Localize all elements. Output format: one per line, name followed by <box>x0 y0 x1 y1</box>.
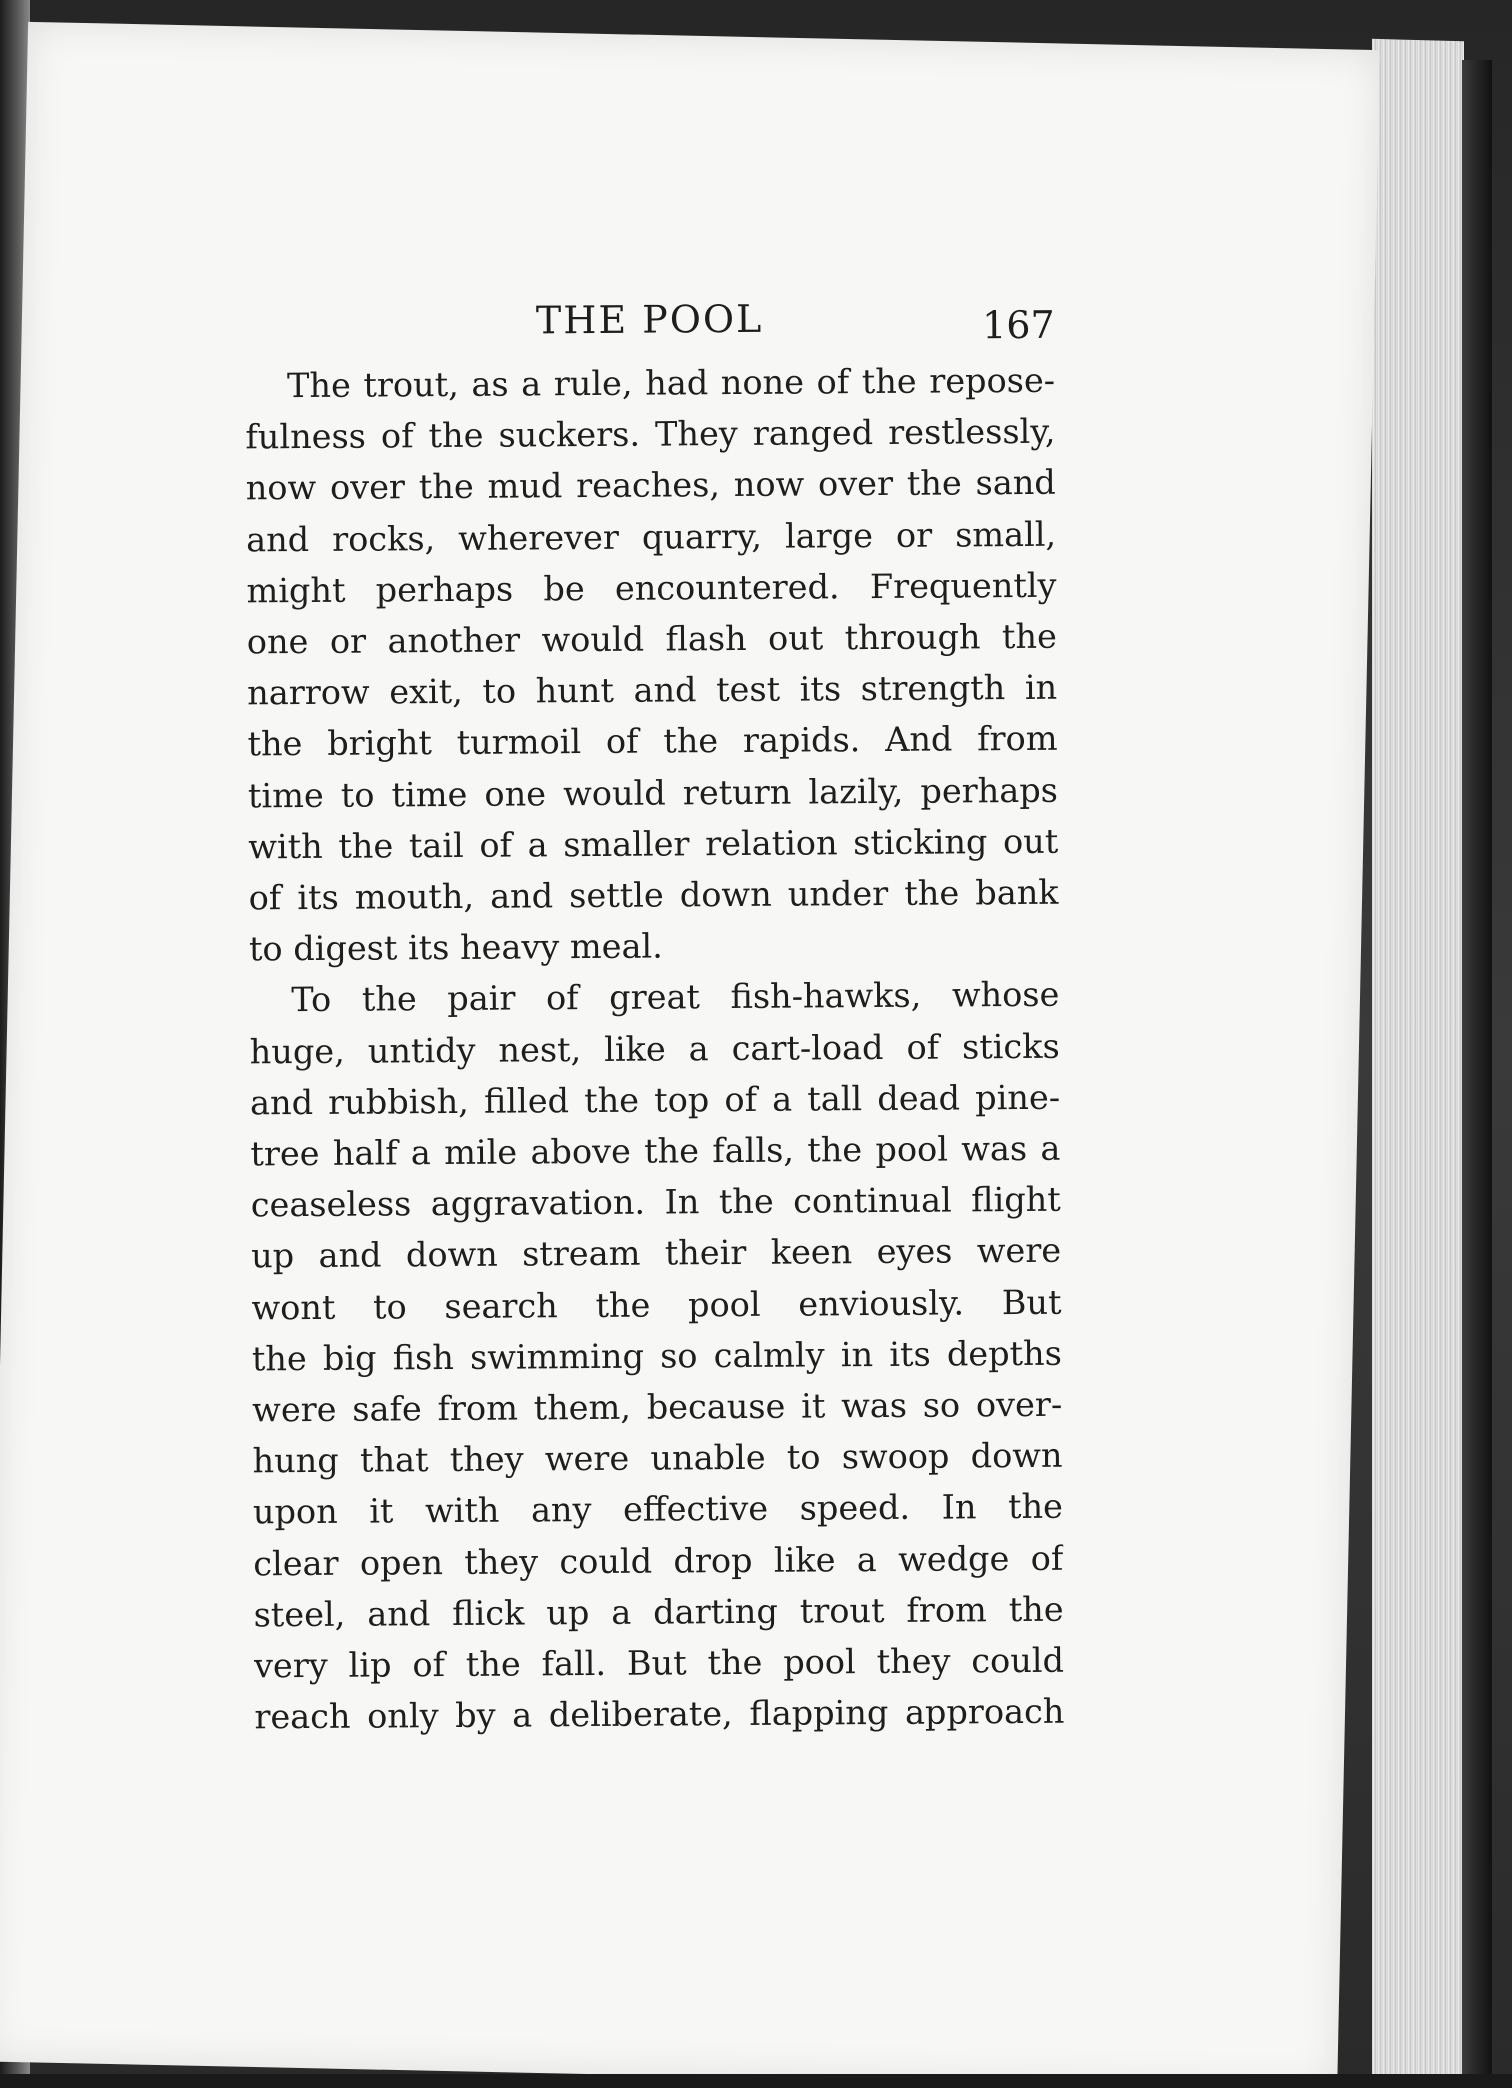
text-line: up and down stream their keen eyes were <box>251 1231 1062 1276</box>
text-block <box>244 291 1064 1743</box>
body-text <box>245 355 1065 1743</box>
bottom-edge <box>0 2074 1512 2088</box>
text-line: hung that they were unable to swoop down <box>252 1436 1063 1481</box>
text-line: were safe from them, because it was so over- <box>252 1384 1063 1430</box>
text-line: reach only by a deliberate, flapping approach <box>254 1692 1065 1737</box>
text-line: might perhaps be encountered. Frequently <box>246 565 1057 611</box>
text-line: tree half a mile above the falls, the pool was a <box>250 1128 1061 1174</box>
text-line: To the pair of great fish-hawks, whose <box>291 975 1060 1020</box>
text-line: of its mouth, and settle down under the bank <box>248 872 1059 918</box>
text-line: steel, and flick up a darting trout from the <box>253 1589 1064 1635</box>
page-number: 167 <box>981 302 1055 348</box>
text-line: The trout, as a rule, had none of the repose- <box>286 360 1056 406</box>
text-line: narrow exit, to hunt and test its strength in <box>247 667 1058 713</box>
text-line: and rocks, wherever quarry, large or small, <box>246 514 1057 560</box>
text-line: one or another would flash out through the <box>246 616 1057 662</box>
text-line: now over the mud reaches, now over the sand <box>245 463 1056 508</box>
text-line: huge, untidy nest, like a cart-load of sticks <box>249 1026 1060 1072</box>
text-line: to digest its heavy meal. <box>248 926 663 969</box>
text-line: time to time one would return lazily, perhaps <box>247 770 1059 816</box>
text-line: the big fish swimming so calmly in its depths <box>251 1333 1062 1379</box>
text-line: the bright turmoil of the rapids. And from <box>247 719 1058 764</box>
text-line: with the tail of a smaller relation sticking out <box>248 821 1059 867</box>
text-line: fulness of the suckers. They ranged restlessly, <box>245 411 1056 457</box>
paragraph <box>249 969 1064 1743</box>
text-line: ceaseless aggravation. In the continual flight <box>250 1180 1061 1225</box>
paragraph <box>245 355 1059 975</box>
text-line: very lip of the fall. But the pool they could <box>253 1640 1065 1686</box>
running-title: THE POOL <box>535 296 764 343</box>
book-page <box>0 22 1380 2088</box>
text-line: wont to search the pool enviously. But <box>251 1282 1062 1328</box>
text-line: upon it with any effective speed. In the <box>252 1487 1064 1532</box>
text-line: and rubbish, filled the top of a tall dead pine- <box>249 1077 1061 1123</box>
running-head <box>244 291 1054 361</box>
text-line: clear open they could drop like a wedge of <box>253 1538 1064 1584</box>
page-fore-edge <box>1372 39 1464 2081</box>
book-cover-edge <box>1462 60 1492 2088</box>
